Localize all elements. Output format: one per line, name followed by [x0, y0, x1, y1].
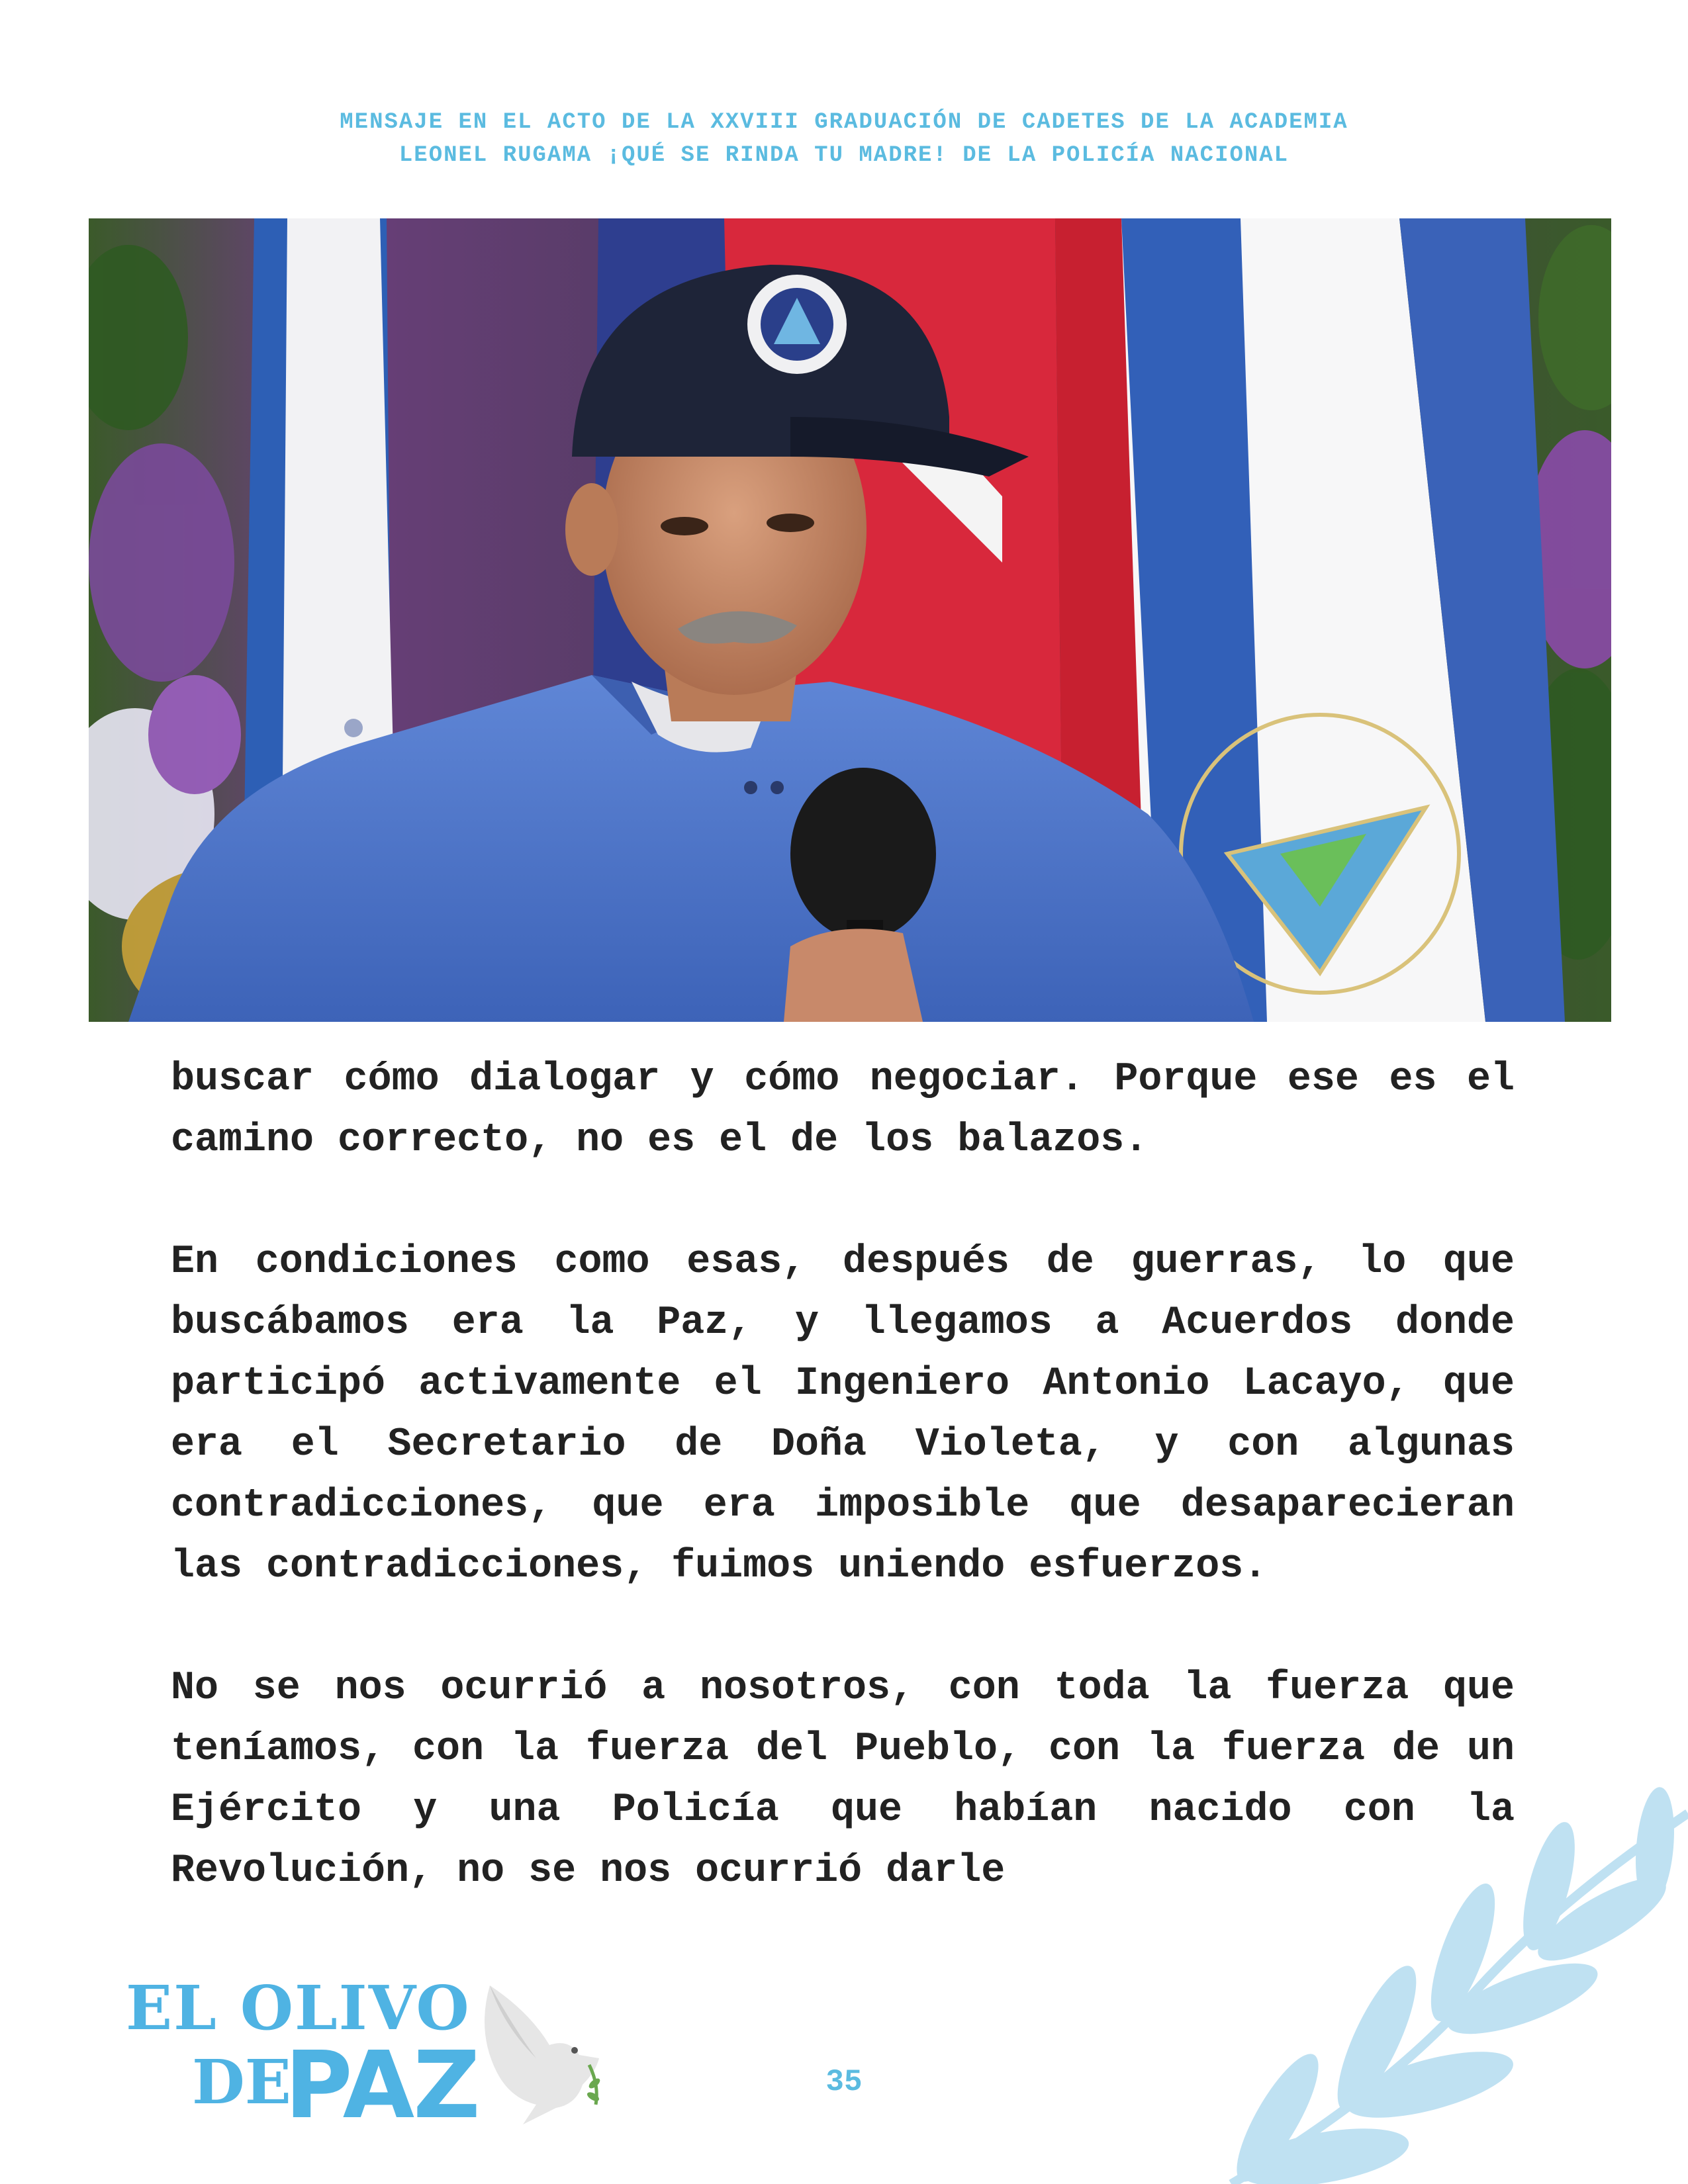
header-line-1: MENSAJE EN EL ACTO DE LA XXVIII GRADUACIÓN DE CADETES DE LA ACADEMIA [340, 110, 1348, 135]
page-number: 35 [825, 2065, 863, 2099]
photo-illustration [89, 218, 1611, 1022]
speaker-photo [89, 218, 1611, 1022]
logo-line-1: EL OLIVO [126, 1972, 471, 2044]
el-olivo-de-paz-logo [126, 1972, 602, 2140]
paragraph-1: buscar cómo dialogar y cómo negociar. Porque ese es el camino correcto, no es el de los balazos. [171, 1057, 1515, 1163]
header-line-2: LEONEL RUGAMA ¡QUÉ SE RINDA TU MADRE! DE LA POLICÍA NACIONAL [399, 143, 1289, 168]
dove-icon [463, 1972, 602, 2124]
logo-de: DE [192, 2046, 291, 2118]
logo-paz: PAZ [285, 2032, 479, 2140]
paragraph-2: En condiciones como esas, después de guerras, lo que buscábamos era la Paz, y llegamos a Acuerdos donde participó activamente el Ingeniero Antonio Lacayo, que era el Secretario de Doña Violeta, y con algunas contradicciones, que era imposible que desaparecieran las contradicciones, fuimos uniendo esfuerzos. [171, 1240, 1515, 1589]
paragraph-3: No se nos ocurrió a nosotros, con toda la fuerza que teníamos, con la fuerza del Pueblo, con la fuerza de un Ejército y una Policía que habían nacido con la Revolución, no se nos ocurrió darle [171, 1666, 1515, 1893]
olive-branch-decoration [1178, 1787, 1688, 2184]
page-header [0, 106, 1688, 172]
body-text [171, 1049, 1515, 1901]
microphone [790, 768, 936, 940]
